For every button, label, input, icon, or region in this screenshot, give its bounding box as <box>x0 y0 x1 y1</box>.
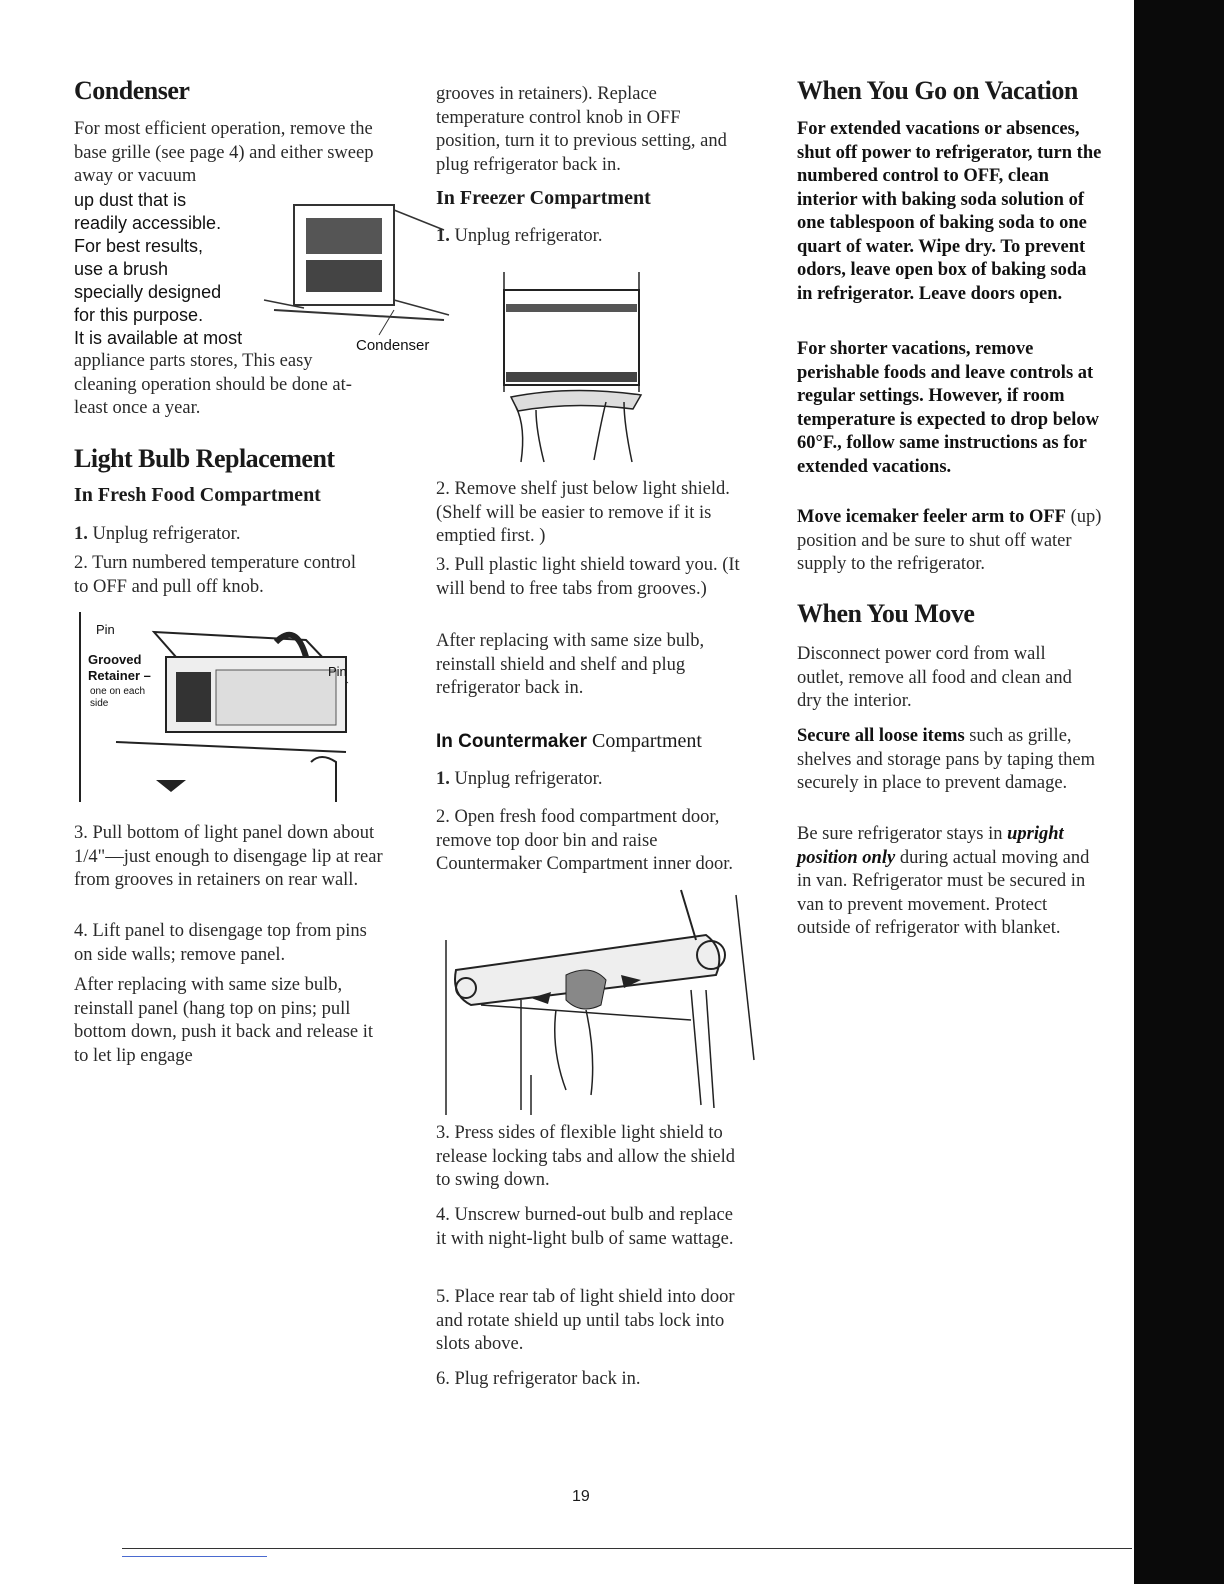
vacation-shorter: For shorter vacations, remove perishable foods and leave controls at regular settings. However, if room temperature is expected to drop below 60°F., follow same instructions as for extended vacations. <box>797 339 1099 477</box>
step-number: 4. <box>436 1205 450 1225</box>
countermaker-step-2 <box>436 806 741 877</box>
fresh-after-text: After replacing with same size bulb, reinstall panel (hang top on pins; pull bottom down, push it back and release it to let lip engage <box>74 975 374 1066</box>
step-text: Lift panel to disengage top from pins on side walls; remove panel. <box>74 921 367 965</box>
step-number: 5. <box>436 1287 450 1307</box>
countermaker-step-3 <box>436 1122 741 1193</box>
step-text: Unplug refrigerator. <box>454 226 603 246</box>
fresh-step-3 <box>74 822 384 893</box>
countermaker-step-6 <box>436 1368 741 1392</box>
condenser-figure-label: Condenser <box>356 337 430 354</box>
freezer-shield-illustration <box>496 272 656 467</box>
step-text: Unscrew burned-out bulb and replace it with night-light bulb of same wattage. <box>436 1205 734 1249</box>
step-text: Remove shelf just below light shield. (Shelf will be easier to remove if it is emptied first. ) <box>436 479 730 546</box>
condenser-lead: For most efficient operation, remove the base grille (see page 4) and either sweep away or vacuum <box>74 119 374 186</box>
fresh-step-2 <box>74 552 374 599</box>
grooved-label: Grooved <box>88 652 142 667</box>
step-number: 1. <box>436 769 450 789</box>
step-number: 2. <box>74 553 88 573</box>
move-p2 <box>797 725 1102 796</box>
condenser-heading: Condenser <box>74 76 190 105</box>
vacation-icemaker <box>797 506 1105 577</box>
condenser-illustration <box>244 200 454 360</box>
dust-line: specially designed <box>74 282 222 302</box>
condenser-tail: appliance parts stores, This easy cleaning operation should be done at-least once a year. <box>74 351 352 418</box>
step-text: Unplug refrigerator. <box>454 769 603 789</box>
fresh-food-subheading: In Fresh Food Compartment <box>74 484 321 506</box>
step-number: 3. <box>74 823 88 843</box>
icemaker-bold: Move icemaker feeler arm to OFF <box>797 507 1066 527</box>
move-p3 <box>797 823 1105 941</box>
move-p3-start: Be sure refrigerator stays in <box>797 824 1003 844</box>
countermaker-step-5 <box>436 1286 741 1357</box>
side-label: side <box>90 698 109 709</box>
step-text: Press sides of flexible light shield to release locking tabs and allow the shield to swing down. <box>436 1123 735 1190</box>
fresh-food-panel-illustration <box>76 612 376 807</box>
step-number: 2. <box>436 479 450 499</box>
step-text: Place rear tab of light shield into door and rotate shield up until tabs lock into slots above. <box>436 1287 735 1354</box>
step-number: 1. <box>436 226 450 246</box>
retainer-label: Retainer – <box>88 668 151 683</box>
step-text: Pull bottom of light panel down about 1/4"—just enough to disengage lip at rear from grooves in retainers on rear wall. <box>74 823 383 890</box>
vacation-heading: When You Go on Vacation <box>797 76 1078 105</box>
continued-text: grooves in retainers). Replace temperature control knob in OFF position, turn it to previous setting, and plug refrigerator back in. <box>436 84 727 175</box>
move-heading: When You Move <box>797 599 975 628</box>
dust-line: readily accessible. <box>74 213 222 233</box>
step-number: 6. <box>436 1369 450 1389</box>
dust-line: It is available at most <box>74 328 243 348</box>
move-p3-end: during actual moving and in van. Refrigerator must be secured in van to prevent movement. Protect outside of refrigerator with blanket. <box>797 847 1090 938</box>
step-text: Turn numbered temperature control to OFF and pull off knob. <box>74 553 357 597</box>
countermaker-subheading <box>436 730 702 753</box>
step-number: 3. <box>436 1123 450 1143</box>
freezer-step-2 <box>436 478 741 549</box>
step-text: Unplug refrigerator. <box>92 524 241 544</box>
dust-line: use a brush <box>74 259 169 279</box>
vacation-extended: For extended vacations or absences, shut off power to refrigerator, turn the numbered control to OFF, clean interior with baking soda solution of one tablespoon of baking soda to one quart of water. Wipe dry. To prevent odors, leave open box of baking soda in refrigerator. Leave doors open. <box>797 119 1102 304</box>
footer-rule <box>122 1548 1132 1549</box>
light-bulb-heading: Light Bulb Replacement <box>74 444 335 473</box>
step-text: Plug refrigerator back in. <box>454 1369 641 1389</box>
move-p3-emphasis: upright position only <box>797 824 1064 868</box>
pin-right-label: Pin <box>328 664 347 679</box>
freezer-step-1 <box>436 225 741 249</box>
move-p2-rest: such as grille, shelves and storage pans by taping them securely in place to prevent damage. <box>797 726 1095 793</box>
step-number: 2. <box>436 807 450 827</box>
scan-edge-bar <box>1134 0 1224 1584</box>
countermaker-shield-illustration <box>436 880 756 1120</box>
freezer-subheading: In Freezer Compartment <box>436 187 651 209</box>
one-each-label: one on each <box>90 686 146 697</box>
freezer-step-3 <box>436 554 741 601</box>
page-number: 19 <box>572 1488 590 1505</box>
step-text: Pull plastic light shield toward you. (It will bend to free tabs from grooves.) <box>436 555 740 599</box>
dust-line: for this purpose. <box>74 305 204 325</box>
step-text: Open fresh food compartment door, remove top door bin and raise Countermaker Compartment inner door. <box>436 807 733 874</box>
countermaker-step-1 <box>436 768 741 792</box>
move-p2-bold: Secure all loose items <box>797 726 965 746</box>
countermaker-subheading-rest: Compartment <box>591 730 702 752</box>
countermaker-step-4 <box>436 1204 741 1251</box>
countermaker-subheading-bold: In Countermaker <box>436 731 587 752</box>
step-number: 3. <box>436 555 450 575</box>
pin-top-label: Pin <box>96 622 115 637</box>
step-number: 1. <box>74 524 88 544</box>
move-p1: Disconnect power cord from wall outlet, remove all food and clean and dry the interior. <box>797 644 1072 711</box>
footer-rule-accent <box>122 1556 267 1557</box>
icemaker-rest: (up) position and be sure to shut off water supply to the refrigerator. <box>797 507 1102 574</box>
step-number: 4. <box>74 921 88 941</box>
freezer-after-text: After replacing with same size bulb, reinstall shield and shelf and plug refrigerator back in. <box>436 631 705 698</box>
dust-line: up dust that is <box>74 190 187 210</box>
fresh-step-1 <box>74 523 374 547</box>
fresh-step-4 <box>74 920 379 967</box>
dust-line: For best results, <box>74 236 204 256</box>
